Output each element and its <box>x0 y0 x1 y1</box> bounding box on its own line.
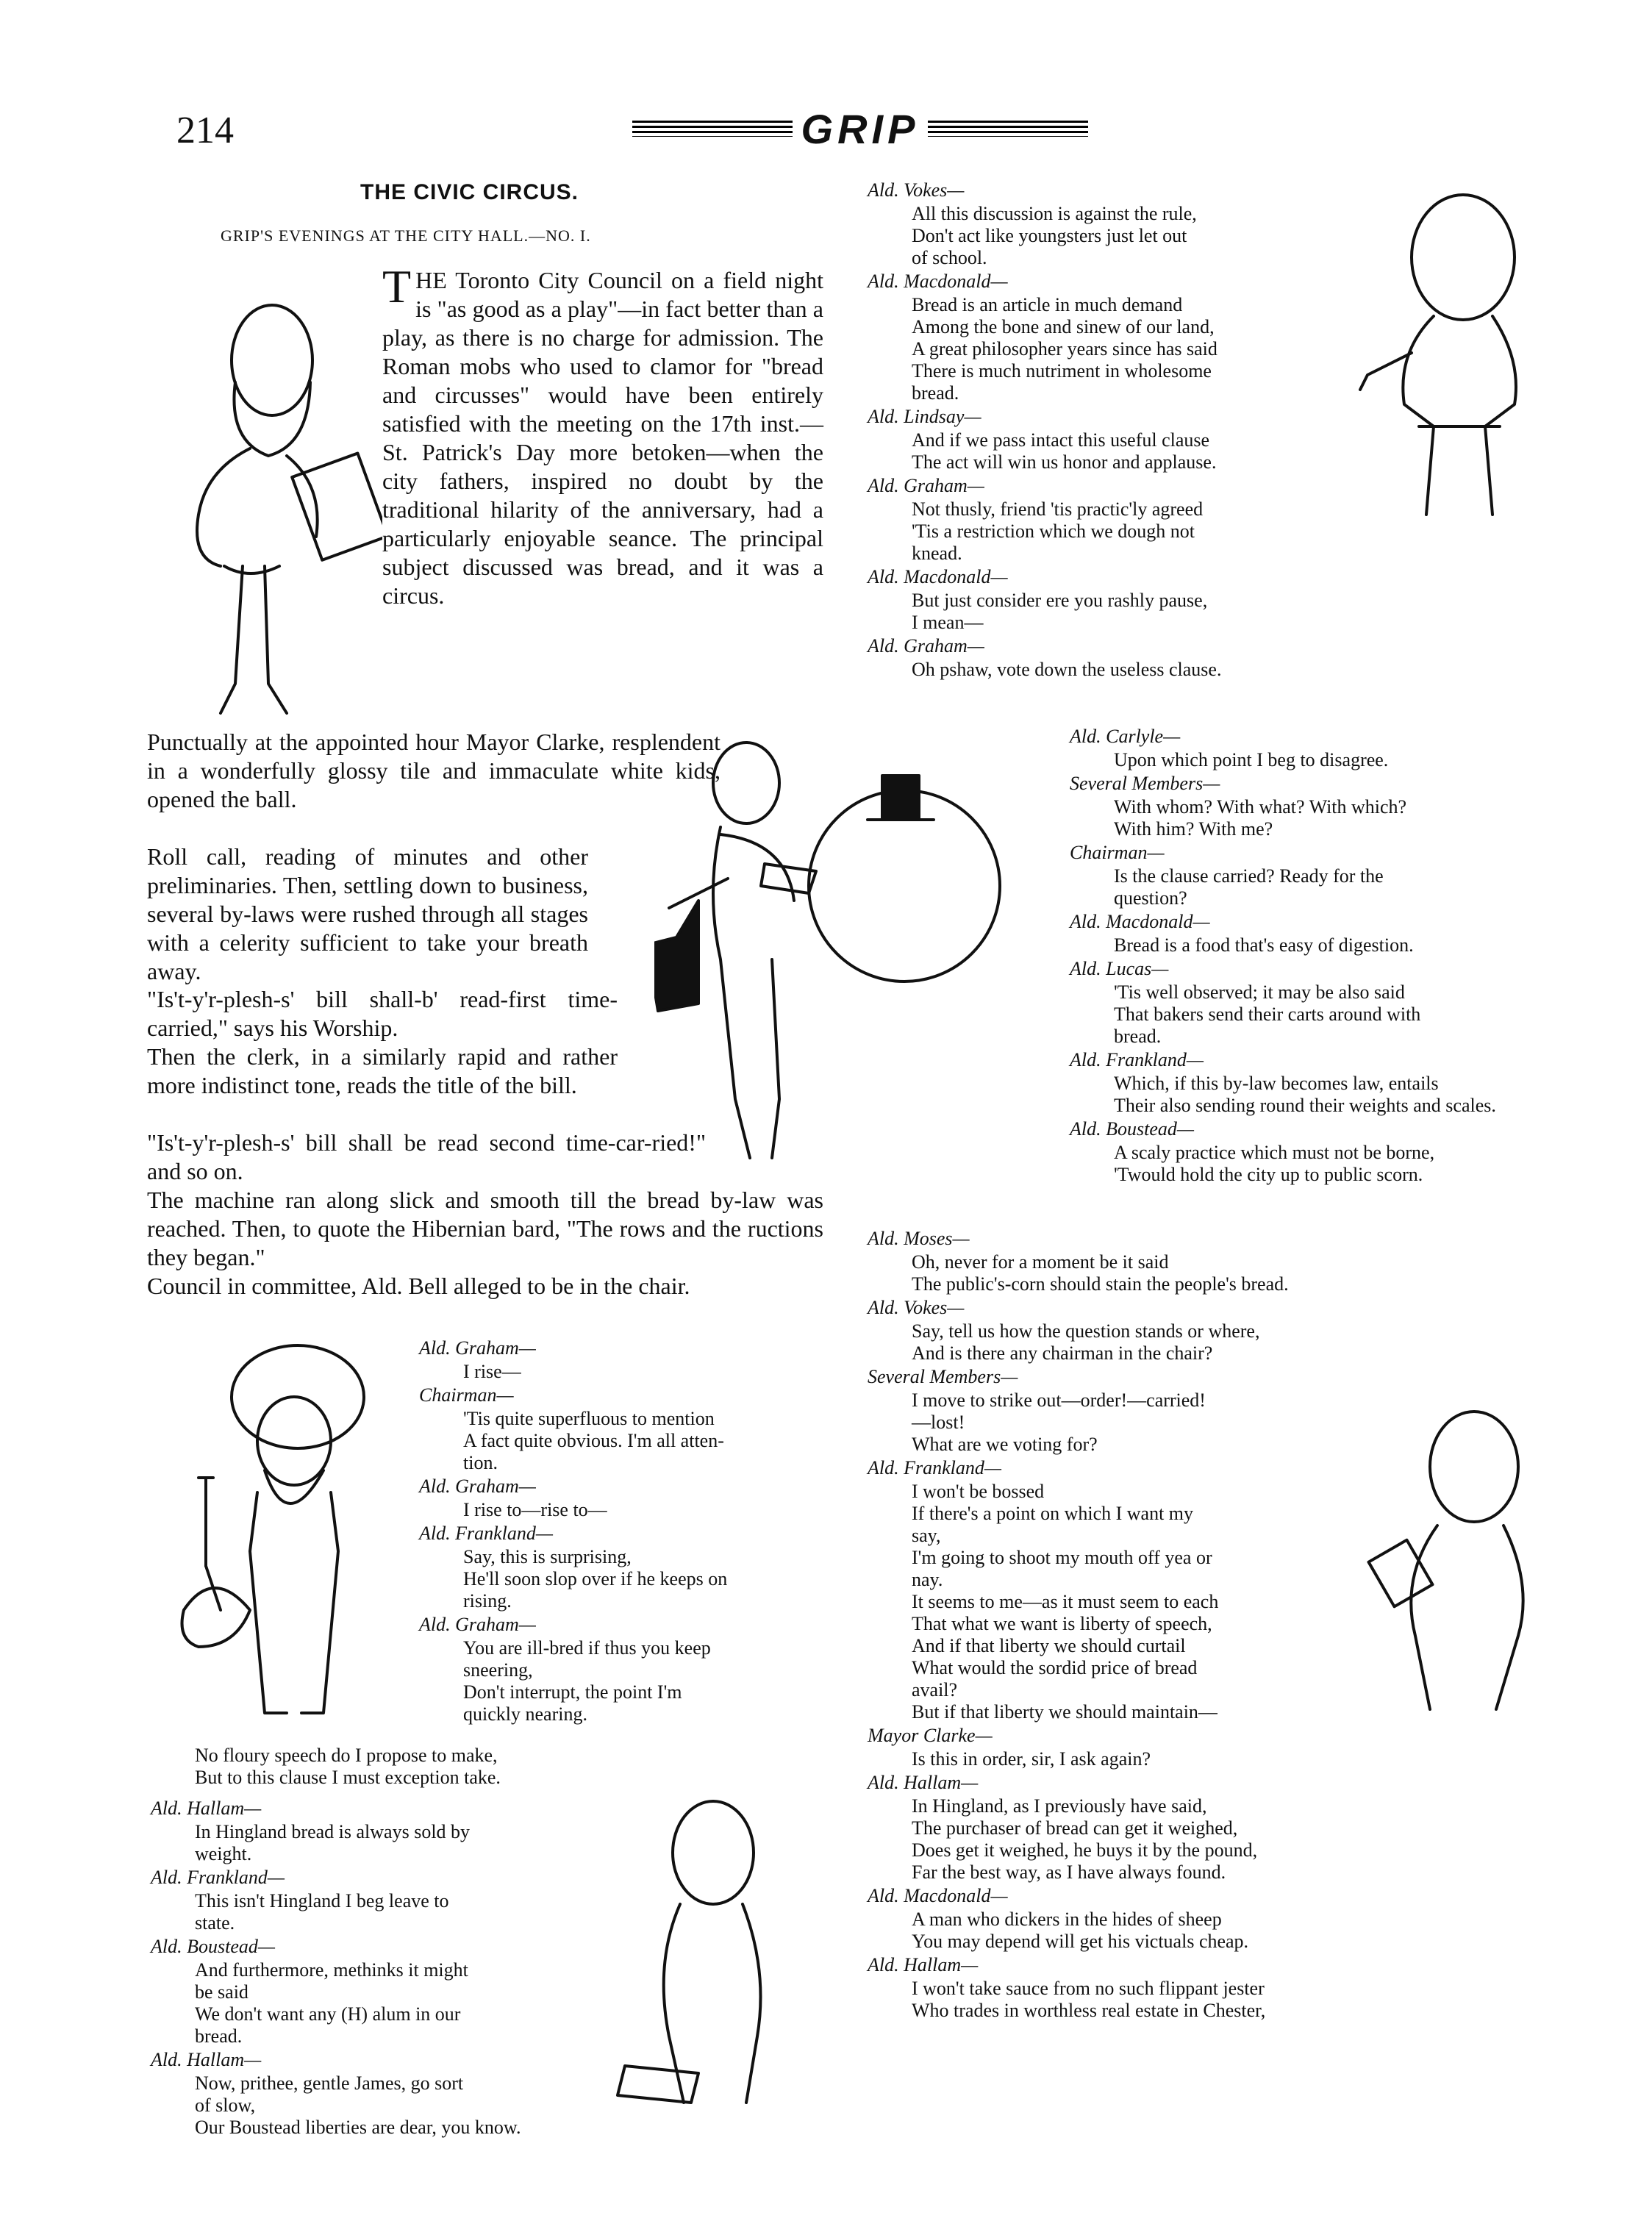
verse-line: And if that liberty we should curtail <box>912 1635 1186 1656</box>
speaker-label: Ald. Hallam— <box>868 1772 979 1793</box>
verse-line: weight. <box>195 1843 252 1864</box>
verse-line: Who trades in worthless real estate in Chester, <box>912 2000 1266 2021</box>
speaker-label: Ald. Graham— <box>868 475 984 496</box>
intro-paragraph-4: "Is't-y'r-plesh-s' bill shall-b' read-first time-carried," says his Worship. <box>147 986 618 1041</box>
verse-line: The public's-corn should stain the people's bread. <box>912 1273 1289 1295</box>
verse-line: But if that liberty we should maintain— <box>912 1701 1217 1723</box>
intro-paragraph-1: THE Toronto City Council on a field night is "as good as a play"—in fact better than a play, as there is no charge for admission. The Roman mobs who used to clamor for "bread and circusses" would have been entirely satisfied with the meeting on the 17th inst.—St. Patrick's Day more betoken—when the city fathers, inspired no doubt by the traditional hilarity of the anniversary, had a particularly enjoyable seance. The principal subject discussed was bread, and it was a circus. <box>382 260 823 609</box>
verse-left-upper <box>419 1336 727 1725</box>
verse-line: I move to strike out—order!—carried! <box>912 1390 1206 1411</box>
verse-line: A fact quite obvious. I'm all atten- <box>463 1430 724 1451</box>
verse-line: And furthermore, methinks it might <box>195 1959 468 1981</box>
speaker-label: Several Members— <box>868 1366 1018 1387</box>
speaker-label: Ald. Vokes— <box>868 179 965 201</box>
speaker-label: Ald. Macdonald— <box>868 566 1008 587</box>
verse-line: Our Boustead liberties are dear, you know. <box>195 2117 521 2138</box>
speaker-label: Ald. Lindsay— <box>868 406 981 427</box>
masthead-rule-left <box>632 121 793 137</box>
caricature-alderman-with-papers <box>140 272 382 728</box>
speaker-label: Ald. Frankland— <box>151 1867 285 1888</box>
verse-line: We don't want any (H) alum in our <box>195 2003 461 2025</box>
verse-line: 'Tis well observed; it may be also said <box>1114 981 1405 1003</box>
verse-line: Don't act like youngsters just let out <box>912 225 1187 246</box>
verse-line: Not thusly, friend 'tis practic'ly agreed <box>912 498 1204 520</box>
publication-title: GRIP <box>801 105 920 152</box>
verse-line: bread. <box>195 2025 243 2047</box>
verse-line: Far the best way, as I have always found. <box>912 1861 1226 1883</box>
verse-line: knead. <box>912 543 962 564</box>
intro-paragraph-6: "Is't-y'r-plesh-s' bill shall be read second time-car-ried!" and so on. <box>147 1129 706 1184</box>
verse-line: question? <box>1114 887 1187 909</box>
verse-line: avail? <box>912 1679 958 1700</box>
verse-line: This isn't Hingland I beg leave to <box>195 1890 449 1911</box>
verse-line: sneering, <box>463 1659 533 1681</box>
speaker-label: Ald. Hallam— <box>151 1798 262 1819</box>
intro-paragraph-5: Then the clerk, in a similarly rapid and rather more indistinct tone, reads the title of the bill. <box>147 1043 618 1098</box>
speaker-label: Ald. Macdonald— <box>868 271 1008 292</box>
verse-line: rising. <box>463 1590 512 1612</box>
verse-line: Now, prithee, gentle James, go sort <box>195 2072 464 2094</box>
verse-line: He'll soon slop over if he keeps on <box>463 1568 728 1589</box>
speaker-label: Ald. Boustead— <box>151 1936 275 1957</box>
verse-line: Bread is an article in much demand <box>912 294 1183 315</box>
caricature-alderman-with-scale-and-bread <box>176 1331 397 1742</box>
verse-line: But just consider ere you rashly pause, <box>912 590 1208 611</box>
verse-line: I'm going to shoot my mouth off yea or <box>912 1547 1212 1568</box>
speaker-label: Ald. Frankland— <box>419 1523 553 1544</box>
intro-paragraph-8: Council in committee, Ald. Bell alleged to be in the chair. <box>147 1273 690 1299</box>
verse-line: All this discussion is against the rule, <box>912 203 1197 224</box>
verse-line: quickly nearing. <box>463 1703 587 1725</box>
verse-line: The purchaser of bread can get it weighed, <box>912 1817 1238 1839</box>
intro-paragraph-7: The machine ran along slick and smooth till the bread by-law was reached. Then, to quote the Hibernian bard, "The rows and the ructions they began." <box>147 1187 823 1270</box>
verse-line: of school. <box>912 247 987 268</box>
verse-right-lower <box>868 1226 1289 2022</box>
speaker-label: Ald. Frankland— <box>868 1457 1001 1478</box>
verse-line: What would the sordid price of bread <box>912 1657 1198 1678</box>
verse-line: 'Tis a restriction which we dough not <box>912 521 1195 542</box>
caricature-alderman-hallam <box>610 1794 823 2117</box>
caricature-alderman-with-document <box>1364 1401 1577 1731</box>
verse-line: Which, if this by-law becomes law, entails <box>1114 1073 1439 1094</box>
verse-line: Bread is a food that's easy of digestion. <box>1114 934 1414 956</box>
verse-line: I won't be bossed <box>912 1481 1045 1502</box>
verse-line: A great philosopher years since has said <box>912 338 1217 360</box>
verse-line: 'Tis quite superfluous to mention <box>463 1408 715 1429</box>
verse-line: You are ill-bred if thus you keep <box>463 1637 711 1659</box>
verse-line: That bakers send their carts around with <box>1114 1004 1421 1025</box>
verse-line: Is this in order, sir, I ask again? <box>912 1748 1151 1770</box>
verse-line: If there's a point on which I want my <box>912 1503 1194 1524</box>
verse-line: And is there any chairman in the chair? <box>912 1342 1213 1364</box>
caricature-mayor-with-top-hat <box>654 717 1015 1173</box>
page-number: 214 <box>176 110 234 151</box>
speaker-label: Ald. Macdonald— <box>868 1885 1008 1906</box>
verse-right-upper <box>868 178 1221 681</box>
verse-line: There is much nutriment in wholesome <box>912 360 1212 382</box>
verse-line: But to this clause I must exception take. <box>195 1767 501 1788</box>
verse-line: It seems to me—as it must seem to each <box>912 1591 1219 1612</box>
intro-paragraph-2: Punctually at the appointed hour Mayor Clarke, resplendent in a wonderfully glossy tile and immaculate white kids, opened the ball. <box>147 729 720 812</box>
speaker-label: Ald. Hallam— <box>868 1954 979 1975</box>
verse-line: Don't interrupt, the point I'm <box>463 1681 682 1703</box>
speaker-label: Several Members— <box>1070 773 1220 794</box>
verse-right-middle <box>1070 724 1496 1186</box>
verse-line: Oh pshaw, vote down the useless clause. <box>912 659 1222 680</box>
verse-line: be said <box>195 1981 248 2003</box>
verse-line: bread. <box>1114 1026 1162 1047</box>
speaker-label: Ald. Graham— <box>419 1476 536 1497</box>
article-title: THE CIVIC CIRCUS. <box>360 180 579 204</box>
verse-line: That what we want is liberty of speech, <box>912 1613 1212 1634</box>
verse-line: Say, tell us how the question stands or where, <box>912 1320 1260 1342</box>
verse-line: Does get it weighed, he buys it by the pound, <box>912 1839 1258 1861</box>
verse-left-continuation <box>195 1745 501 1789</box>
verse-line: —lost! <box>912 1412 965 1433</box>
drop-cap: T <box>382 260 412 312</box>
verse-line: No floury speech do I propose to make, <box>195 1745 498 1766</box>
speaker-label: Mayor Clarke— <box>868 1725 993 1746</box>
verse-left-lower <box>151 1796 521 2139</box>
masthead-rule-right <box>928 121 1088 137</box>
verse-line: What are we voting for? <box>912 1434 1098 1455</box>
caricature-alderman-gesturing <box>1353 184 1581 529</box>
verse-line: Among the bone and sinew of our land, <box>912 316 1215 337</box>
verse-line: A scaly practice which must not be borne, <box>1114 1142 1435 1163</box>
verse-line: I won't take sauce from no such flippant jester <box>912 1978 1265 1999</box>
verse-line: say, <box>912 1525 941 1546</box>
verse-line: Upon which point I beg to disagree. <box>1114 749 1389 770</box>
article-subtitle: GRIP'S EVENINGS AT THE CITY HALL.—NO. I. <box>221 226 591 245</box>
verse-line: tion. <box>463 1452 498 1473</box>
speaker-label: Ald. Lucas— <box>1070 958 1169 979</box>
verse-line: Their also sending round their weights and scales. <box>1114 1095 1496 1116</box>
speaker-label: Ald. Graham— <box>419 1337 536 1359</box>
speaker-label: Ald. Graham— <box>868 635 984 657</box>
verse-line: state. <box>195 1912 235 1934</box>
verse-line: I rise— <box>463 1361 521 1382</box>
speaker-label: Ald. Macdonald— <box>1070 911 1210 932</box>
speaker-label: Chairman— <box>419 1384 514 1406</box>
verse-line: nay. <box>912 1569 943 1590</box>
verse-line: A man who dickers in the hides of sheep <box>912 1909 1222 1930</box>
verse-line: Is the clause carried? Ready for the <box>1114 865 1384 887</box>
speaker-label: Ald. Graham— <box>419 1614 536 1635</box>
masthead <box>632 103 1088 154</box>
speaker-label: Ald. Frankland— <box>1070 1049 1204 1070</box>
verse-line: Oh, never for a moment be it said <box>912 1251 1169 1273</box>
verse-line: of slow, <box>195 2095 256 2116</box>
verse-line: In Hingland, as I previously have said, <box>912 1795 1207 1817</box>
speaker-label: Ald. Boustead— <box>1070 1118 1194 1140</box>
verse-line: You may depend will get his victuals cheap. <box>912 1931 1249 1952</box>
verse-line: 'Twould hold the city up to public scorn. <box>1114 1164 1423 1185</box>
verse-line: The act will win us honor and applause. <box>912 451 1217 473</box>
verse-line: bread. <box>912 382 959 404</box>
verse-line: I rise to—rise to— <box>463 1499 607 1520</box>
verse-line: I mean— <box>912 612 984 633</box>
verse-line: Say, this is surprising, <box>463 1546 632 1567</box>
speaker-label: Ald. Carlyle— <box>1070 726 1181 747</box>
verse-line: In Hingland bread is always sold by <box>195 1821 471 1842</box>
speaker-label: Chairman— <box>1070 842 1165 863</box>
intro-paragraph-3: Roll call, reading of minutes and other preliminaries. Then, settling down to business, several by-laws were rushed through all stages with a celerity sufficient to take your breath away. <box>147 843 588 984</box>
speaker-label: Ald. Moses— <box>868 1228 970 1249</box>
verse-line: And if we pass intact this useful clause <box>912 429 1210 451</box>
verse-line: With him? With me? <box>1114 818 1273 840</box>
verse-line: With whom? With what? With which? <box>1114 796 1407 818</box>
speaker-label: Ald. Vokes— <box>868 1297 965 1318</box>
speaker-label: Ald. Hallam— <box>151 2049 262 2070</box>
